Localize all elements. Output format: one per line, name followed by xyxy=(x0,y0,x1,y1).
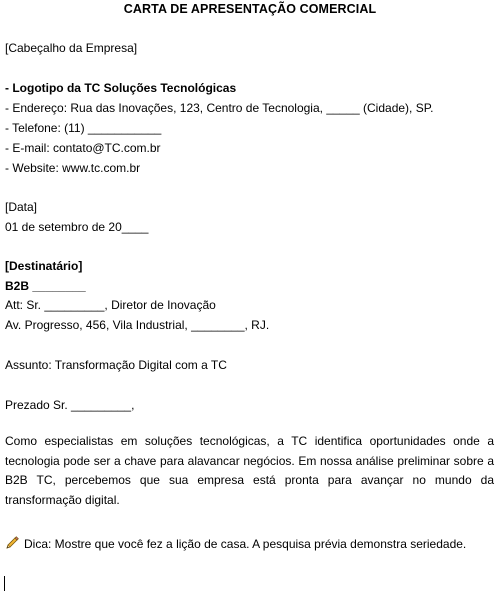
date-value: 01 de setembro de 20____ xyxy=(5,220,149,234)
recipient-label: [Destinatário] xyxy=(5,259,83,273)
tip-line xyxy=(5,536,466,552)
tip-text: Dica: Mostre que você fez a lição de casa. A pesquisa prévia demonstra seriedade. xyxy=(24,537,467,551)
recipient-address: Av. Progresso, 456, Vila Industrial, ________, RJ. xyxy=(5,318,270,332)
date-label: [Data] xyxy=(5,200,38,214)
company-logo-line: - Logotipo da TC Soluções Tecnológicas xyxy=(5,81,237,95)
recipient-attention: Att: Sr. _________, Diretor de Inovação xyxy=(5,298,216,312)
company-website-line: - Website: www.tc.com.br xyxy=(5,161,141,175)
company-email-line: - E-mail: contato@TC.com.br xyxy=(5,141,161,155)
pencil-icon xyxy=(5,536,20,550)
greeting-line: Prezado Sr. _________, xyxy=(5,398,135,412)
company-phone-line: - Telefone: (11) ___________ xyxy=(5,121,162,135)
body-paragraph: Como especialistas em soluções tecnológicas, a TC identifica oportunidades onde a tecnologia pode ser a chave para alavancar negócios. Em nossa análise preliminar sobre a B2B TC, percebemos que sua empresa está pronta para avançar no mundo da transformação digital. xyxy=(5,434,494,507)
recipient-name: B2B ________ xyxy=(5,279,86,293)
company-address-line: - Endereço: Rua das Inovações, 123, Centro de Tecnologia, _____ (Cidade), SP. xyxy=(5,101,434,115)
text-cursor xyxy=(4,576,5,591)
header-placeholder: [Cabeçalho da Empresa] xyxy=(5,41,138,55)
document-title: CARTA DE APRESENTAÇÃO COMERCIAL xyxy=(123,2,377,16)
subject-line: Assunto: Transformação Digital com a TC xyxy=(5,358,227,372)
